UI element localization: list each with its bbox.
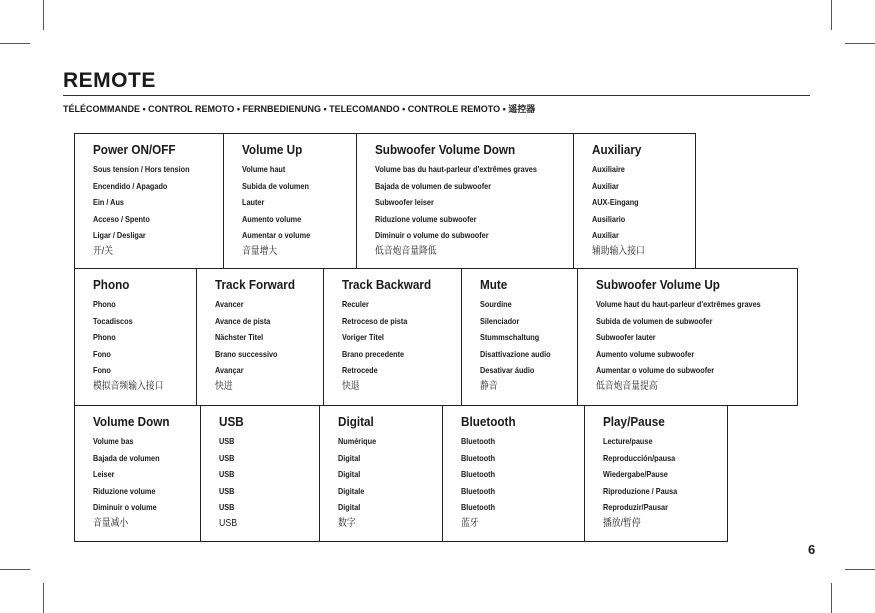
translation-list [592, 161, 695, 261]
translation-line: 音量减小 [93, 517, 129, 529]
cell-bluetooth [442, 405, 585, 542]
function-row-1 [75, 134, 696, 269]
translation-line: Voriger Titel [342, 332, 384, 343]
translation-list [93, 296, 196, 396]
translation-line: 静音 [480, 380, 498, 392]
cell-volume-up [223, 133, 357, 269]
cell-digital [319, 405, 443, 542]
translation-line: Auxiliar [592, 230, 619, 241]
page-number: 6 [808, 542, 816, 557]
cell-track-forward [196, 268, 324, 406]
translation-line: Nächster Titel [215, 332, 264, 343]
translation-line: 播放/暂停 [603, 517, 641, 529]
translation-list [93, 161, 223, 261]
translation-line: 快退 [342, 380, 360, 392]
translation-line: Lauter [242, 197, 265, 208]
cell-volume-down [74, 405, 201, 542]
cell-usb [200, 405, 320, 542]
crop-mark [831, 0, 832, 30]
translation-line: Subwoofer leiser [375, 197, 434, 208]
translation-line: 快进 [215, 380, 233, 392]
translation-list [242, 161, 356, 261]
translation-line: 蓝牙 [461, 517, 479, 529]
function-name: Auxiliary [592, 142, 642, 157]
translation-list [342, 296, 461, 396]
translation-line: Retroceso de pista [342, 315, 408, 326]
cell-auxiliary [573, 133, 696, 269]
translation-line: Bluetooth [461, 452, 496, 463]
translation-line: Phono [93, 332, 116, 343]
translation-list [215, 296, 323, 396]
translation-line: Tocadiscos [93, 315, 133, 326]
translation-line: 音量增大 [242, 245, 278, 257]
translation-line: Aumentar o volume do subwoofer [596, 365, 715, 376]
translation-line: Aumento volume subwoofer [596, 348, 695, 359]
translation-line: Riduzione volume [93, 485, 156, 496]
translation-line: Retrocede [342, 365, 378, 376]
translation-line: Digitale [338, 485, 365, 496]
translation-list [375, 161, 573, 261]
translation-line: 数字 [338, 517, 356, 529]
translation-line: Leiser [93, 469, 115, 480]
translation-list [596, 296, 797, 396]
crop-mark [845, 43, 875, 44]
translation-line: Riproduzione / Pausa [603, 485, 678, 496]
translation-line: Numérique [338, 436, 377, 446]
function-name: Bluetooth [461, 414, 516, 429]
function-name: Subwoofer Volume Down [375, 142, 516, 157]
function-name: Power ON/OFF [93, 142, 176, 157]
translation-line: Diminuir o volume [93, 502, 157, 513]
function-name: Play/Pause [603, 414, 665, 429]
cell-mute [461, 268, 578, 406]
page-subtitle: TÉLÉCOMMANDE • CONTROL REMOTO • FERNBEDIENUNG • TELECOMANDO • CONTROLE REMOTO • 遥控器 [63, 104, 536, 114]
translation-line: Riduzione volume subwoofer [375, 213, 477, 224]
cell-power [74, 133, 224, 269]
translation-line: Lecture/pause [603, 436, 653, 446]
translation-line: 低音炮音量提高 [596, 380, 658, 392]
translation-line: Disattivazione audio [480, 348, 551, 359]
cell-phono [74, 268, 197, 406]
translation-line: Volume haut du haut-parleur d'extrêmes graves [596, 299, 761, 309]
translation-line: USB [219, 502, 235, 513]
function-name: Mute [480, 277, 508, 292]
translation-line: 模拟音频输入接口 [93, 380, 164, 392]
crop-mark [43, 583, 44, 613]
translation-line: 开/关 [93, 245, 114, 257]
translation-line: USB [219, 485, 235, 496]
translation-line: 低音炮音量降低 [375, 245, 437, 257]
function-row-2 [75, 269, 798, 406]
function-name: Volume Down [93, 414, 170, 429]
translation-list [338, 433, 442, 533]
translation-line: Fono [93, 365, 111, 376]
translation-line: 辅助输入接口 [592, 245, 645, 257]
translation-line: Ligar / Desligar [93, 230, 146, 241]
translation-line: Subida de volumen [242, 180, 309, 191]
translation-line: Bajada de volumen [93, 452, 160, 463]
translation-line: Desativar áudio [480, 365, 535, 376]
translation-line: Bluetooth [461, 469, 496, 480]
translation-line: USB [219, 436, 235, 446]
translation-list [219, 433, 319, 533]
translation-line: Subida de volumen de subwoofer [596, 315, 713, 326]
cell-subwoofer-volume-down [356, 133, 574, 269]
function-name: Phono [93, 277, 130, 292]
translation-line: Reproducción/pausa [603, 452, 676, 463]
translation-line: Ausiliario [592, 213, 626, 224]
translation-line: Reproduzir/Pausar [603, 502, 668, 513]
translation-line: Avance de pista [215, 315, 271, 326]
translation-line: Acceso / Spento [93, 213, 150, 224]
translation-line: USB [219, 452, 235, 463]
cell-subwoofer-volume-up [577, 268, 798, 406]
function-name: Subwoofer Volume Up [596, 277, 720, 292]
crop-mark [831, 583, 832, 613]
translation-line: Fono [93, 348, 111, 359]
translation-list [93, 433, 200, 533]
title-rule [63, 95, 810, 96]
function-name: Digital [338, 414, 374, 429]
function-row-3 [75, 406, 728, 542]
translation-line: Avançar [215, 365, 244, 376]
translation-line: Ein / Aus [93, 197, 124, 208]
translation-line: Silenciador [480, 315, 520, 326]
translation-line: Diminuir o volume do subwoofer [375, 230, 489, 241]
function-name: Track Backward [342, 277, 432, 292]
translation-line: USB [219, 469, 235, 480]
translation-line: AUX-Eingang [592, 197, 639, 208]
translation-line: Bluetooth [461, 502, 496, 513]
translation-line: Bluetooth [461, 485, 496, 496]
page-title: REMOTE [63, 69, 156, 92]
translation-list [480, 296, 577, 396]
function-name: Track Forward [215, 277, 295, 292]
translation-line: Auxiliaire [592, 164, 625, 174]
translation-line: Reculer [342, 299, 369, 309]
translation-line: Auxiliar [592, 180, 619, 191]
translation-line: Digital [338, 469, 361, 480]
translation-line: Aumentar o volume [242, 230, 311, 241]
translation-line: Sourdine [480, 299, 512, 309]
translation-line: Bajada de volumen de subwoofer [375, 180, 492, 191]
translation-line: Wiedergabe/Pause [603, 469, 668, 480]
translation-line: Avancer [215, 299, 244, 309]
cell-track-backward [323, 268, 462, 406]
translation-line: Encendido / Apagado [93, 180, 168, 191]
translation-line: Brano successivo [215, 348, 278, 359]
function-name: USB [219, 414, 244, 429]
translation-line: Bluetooth [461, 436, 496, 446]
translation-line: Volume bas du haut-parleur d'extrêmes graves [375, 164, 537, 174]
translation-list [461, 433, 584, 533]
translation-list [603, 433, 727, 533]
translation-line: Digital [338, 452, 361, 463]
translation-line: Volume bas [93, 436, 134, 446]
translation-line: Sous tension / Hors tension [93, 164, 190, 174]
crop-mark [0, 569, 30, 570]
translation-line: Digital [338, 502, 361, 513]
translation-line: Volume haut [242, 164, 286, 174]
translation-line: Brano precedente [342, 348, 405, 359]
translation-line: Subwoofer lauter [596, 332, 656, 343]
cell-play-pause [584, 405, 728, 542]
translation-line: USB [219, 517, 238, 529]
translation-line: Aumento volume [242, 213, 302, 224]
crop-mark [845, 569, 875, 570]
crop-mark [43, 0, 44, 30]
translation-line: Phono [93, 299, 116, 309]
translation-line: Stummschaltung [480, 332, 540, 343]
function-name: Volume Up [242, 142, 303, 157]
crop-mark [0, 43, 30, 44]
